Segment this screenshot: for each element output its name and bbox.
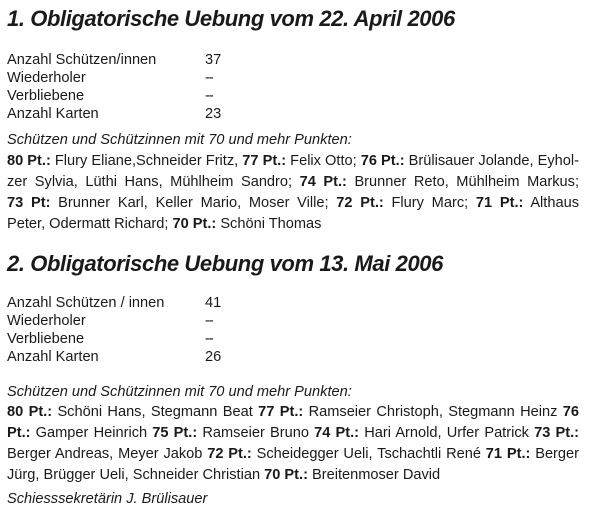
section2-results bbox=[7, 402, 579, 486]
stat-value: -- bbox=[205, 70, 213, 86]
score-label: 70 Pt.: bbox=[172, 216, 217, 232]
names-text: Jürg, Brügger Ueli, Schneider Christian bbox=[7, 467, 265, 483]
names-text: Berger bbox=[530, 446, 580, 462]
stat-value: -- bbox=[205, 313, 213, 329]
result-line bbox=[7, 214, 579, 235]
score-label: 80 Pt.: bbox=[7, 404, 53, 420]
section1-lead: Schützen und Schützinnen mit 70 und mehr Punkten: bbox=[7, 132, 352, 148]
stat-row bbox=[7, 105, 222, 123]
score-label: 75 Pt.: bbox=[152, 425, 198, 441]
names-text: Breitenmoser David bbox=[307, 467, 441, 483]
names-text: Felix Otto; bbox=[286, 153, 361, 169]
names-text: Ramseier Bruno bbox=[197, 425, 315, 441]
stat-label: Anzahl Schützen/innen bbox=[7, 52, 157, 68]
stat-value: 26 bbox=[205, 349, 222, 365]
stat-value: -- bbox=[205, 331, 213, 347]
names-text: Flury Eliane,Schneider Fritz, bbox=[50, 153, 243, 169]
names-text: Schöni Thomas bbox=[216, 216, 322, 232]
result-line bbox=[7, 465, 579, 486]
stat-value: -- bbox=[205, 88, 213, 104]
names-text: zer Sylvia, Lüthi Hans, Mühlheim Sandro; bbox=[7, 174, 300, 190]
result-line bbox=[7, 172, 579, 193]
names-text: Scheidegger Ueli, Tschachtli René bbox=[251, 446, 486, 462]
stat-value: 41 bbox=[205, 295, 222, 311]
names-text: Peter, Odermatt Richard; bbox=[7, 216, 173, 232]
names-text: Berger Andreas, Meyer Jakob bbox=[7, 446, 208, 462]
score-label: 72 Pt.: bbox=[336, 195, 384, 211]
section1-stats bbox=[7, 51, 222, 123]
score-label: 73 Pt: bbox=[7, 195, 51, 211]
stat-label: Wiederholer bbox=[7, 313, 86, 329]
signature: Schiesssekretärin J. Brülisauer bbox=[7, 491, 208, 507]
section1-results bbox=[7, 151, 579, 235]
names-text: Gamper Heinrich bbox=[30, 425, 153, 441]
score-label: 71 Pt.: bbox=[475, 195, 524, 211]
score-label: 77 Pt.: bbox=[242, 153, 287, 169]
names-text: Schöni Hans, Stegmann Beat bbox=[52, 404, 259, 420]
section2-lead: Schützen und Schützinnen mit 70 und mehr Punkten: bbox=[7, 384, 352, 400]
stat-label: Wiederholer bbox=[7, 70, 86, 86]
stat-row bbox=[7, 294, 222, 312]
names-text: Brülisauer Jolande, Eyhol- bbox=[404, 153, 580, 169]
names-text: Brunner Karl, Keller Mario, Moser Ville; bbox=[50, 195, 337, 211]
score-label: 71 Pt.: bbox=[485, 446, 531, 462]
stat-row bbox=[7, 69, 213, 87]
names-text: Brunner Reto, Mühlheim Markus; bbox=[346, 174, 580, 190]
stat-label: Verbliebene bbox=[7, 331, 85, 347]
result-line bbox=[7, 402, 579, 423]
stat-label: Anzahl Karten bbox=[7, 106, 99, 122]
score-label: 76 bbox=[562, 404, 580, 420]
names-text: Althaus bbox=[523, 195, 579, 211]
result-line bbox=[7, 444, 579, 465]
stat-row bbox=[7, 312, 213, 330]
section2-stats bbox=[7, 294, 222, 366]
stat-row bbox=[7, 87, 213, 105]
names-text: Flury Marc; bbox=[383, 195, 476, 211]
stat-label: Verbliebene bbox=[7, 88, 85, 104]
stat-label: Anzahl Schützen / innen bbox=[7, 295, 165, 311]
score-label: 76 Pt.: bbox=[360, 153, 405, 169]
score-label: 77 Pt.: bbox=[258, 404, 304, 420]
stat-value: 23 bbox=[205, 106, 222, 122]
score-label: 74 Pt.: bbox=[314, 425, 360, 441]
names-text: Hari Arnold, Urfer Patrick bbox=[359, 425, 535, 441]
score-label: 73 Pt.: bbox=[534, 425, 580, 441]
stat-value: 37 bbox=[205, 52, 222, 68]
result-line bbox=[7, 151, 579, 172]
names-text: Ramseier Christoph, Stegmann Heinz bbox=[303, 404, 563, 420]
score-label: Pt.: bbox=[7, 425, 31, 441]
score-label: 72 Pt.: bbox=[207, 446, 252, 462]
stat-row bbox=[7, 330, 213, 348]
stat-row bbox=[7, 348, 222, 366]
result-line bbox=[7, 423, 579, 444]
score-label: 80 Pt.: bbox=[7, 153, 51, 169]
score-label: 70 Pt.: bbox=[264, 467, 308, 483]
section1-title: 1. Obligatorische Uebung vom 22. April 2006 bbox=[7, 6, 455, 31]
section2-title: 2. Obligatorische Uebung vom 13. Mai 2006 bbox=[7, 251, 443, 276]
result-line bbox=[7, 193, 579, 214]
score-label: 74 Pt.: bbox=[299, 174, 347, 190]
stat-label: Anzahl Karten bbox=[7, 349, 99, 365]
stat-row bbox=[7, 51, 222, 69]
